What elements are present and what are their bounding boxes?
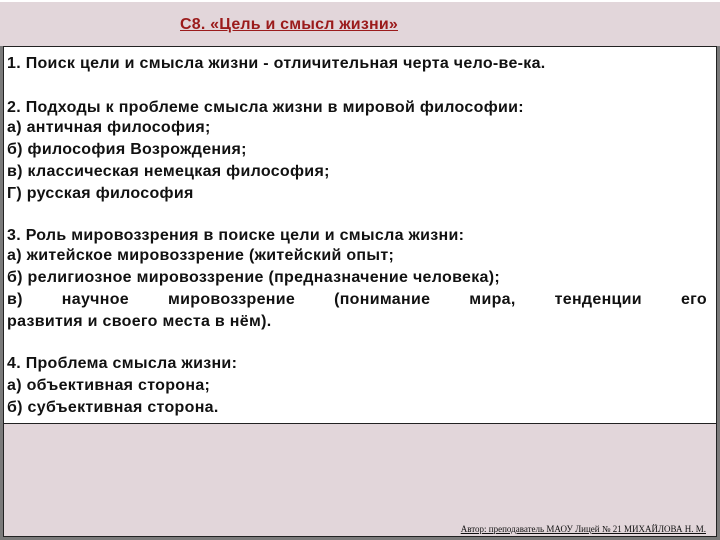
point-1: 1. Поиск цели и смысла жизни - отличительная черта чело-ве-ка.	[7, 55, 546, 72]
footer-panel	[3, 424, 717, 537]
point-4-item-a: а) объективная сторона;	[7, 377, 211, 394]
point-2-item-c: в) классическая немецкая философия;	[7, 163, 330, 180]
slide-title: С8. «Цель и смысл жизни»	[180, 16, 398, 33]
point-2-heading: 2. Подходы к проблеме смысла жизни в мировой философии:	[7, 99, 524, 116]
title-bar	[0, 0, 720, 46]
point-4-heading: 4. Проблема смысла жизни:	[7, 355, 238, 372]
point-3-heading: 3. Роль мировоззрения в поиске цели и смысла жизни:	[7, 227, 465, 244]
point-3-item-c: в) научное мировоззрение (понимание мира, тенденции его	[7, 291, 707, 308]
point-3-item-a: а) житейское мировоззрение (житейский опыт;	[7, 247, 395, 264]
author-credit: Автор: преподаватель МАОУ Лицей № 21 МИХАЙЛОВА Н. М.	[460, 524, 706, 534]
point-3-item-c-continued: развития и своего места в нём).	[7, 313, 272, 330]
point-2-item-b: б) философия Возрождения;	[7, 141, 247, 158]
point-2-item-d: Г) русская философия	[7, 185, 194, 202]
point-3-item-b: б) религиозное мировоззрение (предназначение человека);	[7, 269, 500, 286]
point-4-item-b: б) субъективная сторона.	[7, 399, 219, 416]
point-2-item-a: а) античная философия;	[7, 119, 211, 136]
